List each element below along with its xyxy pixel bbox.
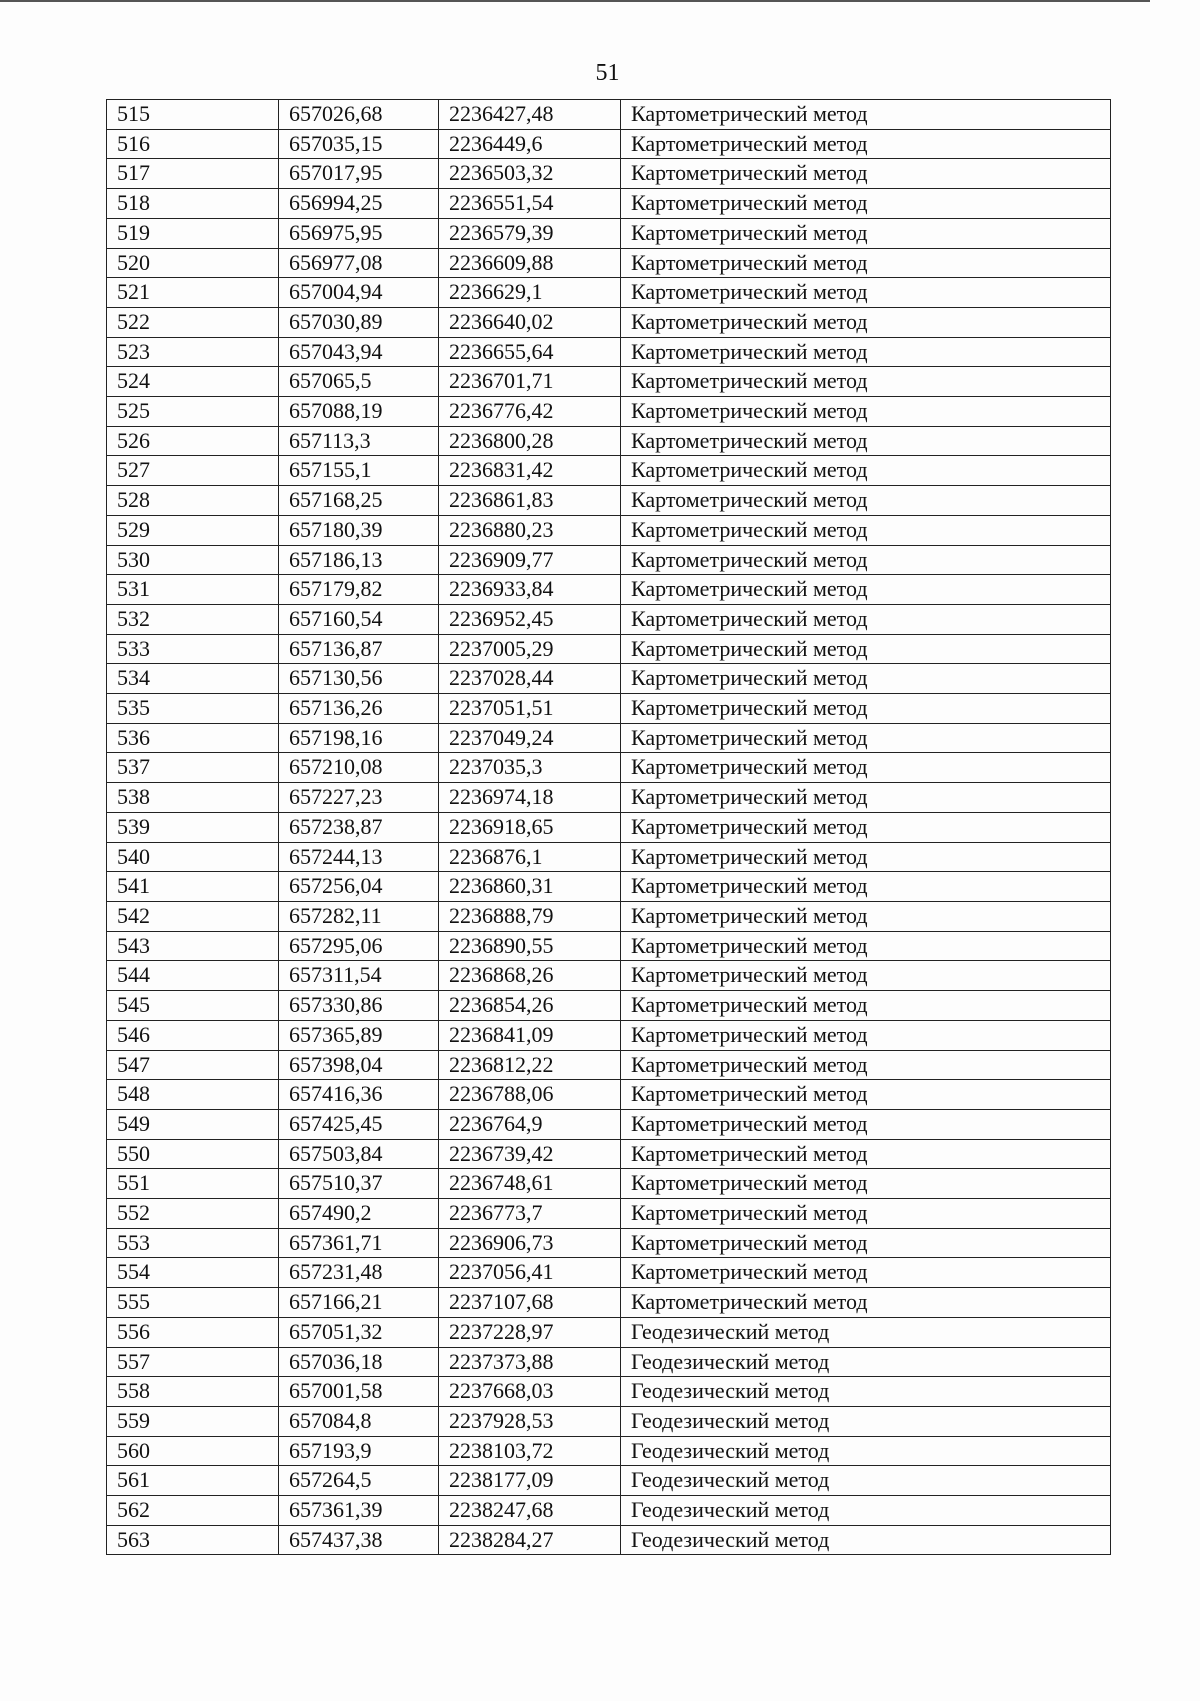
table-row <box>107 248 1111 278</box>
point-number-cell: 523 <box>107 337 279 367</box>
point-number-cell: 530 <box>107 545 279 575</box>
method-cell: Картометрический метод <box>621 218 1111 248</box>
point-number-cell: 543 <box>107 931 279 961</box>
table-row <box>107 1347 1111 1377</box>
method-cell: Картометрический метод <box>621 901 1111 931</box>
method-cell: Геодезический метод <box>621 1496 1111 1526</box>
y-coordinate-cell: 2237373,88 <box>439 1347 621 1377</box>
x-coordinate-cell: 657231,48 <box>279 1258 439 1288</box>
table-row <box>107 1258 1111 1288</box>
x-coordinate-cell: 657244,13 <box>279 842 439 872</box>
x-coordinate-cell: 656975,95 <box>279 218 439 248</box>
point-number-cell: 548 <box>107 1080 279 1110</box>
table-row <box>107 991 1111 1021</box>
y-coordinate-cell: 2236701,71 <box>439 367 621 397</box>
point-number-cell: 518 <box>107 189 279 219</box>
table-row <box>107 189 1111 219</box>
point-number-cell: 529 <box>107 515 279 545</box>
y-coordinate-cell: 2236880,23 <box>439 515 621 545</box>
y-coordinate-cell: 2237228,97 <box>439 1317 621 1347</box>
y-coordinate-cell: 2236503,32 <box>439 159 621 189</box>
method-cell: Картометрический метод <box>621 159 1111 189</box>
point-number-cell: 552 <box>107 1199 279 1229</box>
x-coordinate-cell: 657425,45 <box>279 1109 439 1139</box>
y-coordinate-cell: 2236890,55 <box>439 931 621 961</box>
method-cell: Картометрический метод <box>621 545 1111 575</box>
y-coordinate-cell: 2236640,02 <box>439 307 621 337</box>
y-coordinate-cell: 2236841,09 <box>439 1020 621 1050</box>
y-coordinate-cell: 2236868,26 <box>439 961 621 991</box>
page-number: 51 <box>595 60 620 86</box>
y-coordinate-cell: 2237056,41 <box>439 1258 621 1288</box>
table-row <box>107 515 1111 545</box>
x-coordinate-cell: 657361,71 <box>279 1228 439 1258</box>
table-row <box>107 931 1111 961</box>
table-row <box>107 1169 1111 1199</box>
y-coordinate-cell: 2236427,48 <box>439 100 621 130</box>
y-coordinate-cell: 2238103,72 <box>439 1436 621 1466</box>
x-coordinate-cell: 657001,58 <box>279 1377 439 1407</box>
point-number-cell: 520 <box>107 248 279 278</box>
point-number-cell: 521 <box>107 278 279 308</box>
point-number-cell: 561 <box>107 1466 279 1496</box>
method-cell: Картометрический метод <box>621 961 1111 991</box>
y-coordinate-cell: 2236655,64 <box>439 337 621 367</box>
table-row <box>107 1288 1111 1318</box>
table-row <box>107 1228 1111 1258</box>
x-coordinate-cell: 657295,06 <box>279 931 439 961</box>
y-coordinate-cell: 2236888,79 <box>439 901 621 931</box>
point-number-cell: 539 <box>107 812 279 842</box>
point-number-cell: 546 <box>107 1020 279 1050</box>
table-row <box>107 545 1111 575</box>
method-cell: Геодезический метод <box>621 1466 1111 1496</box>
point-number-cell: 559 <box>107 1406 279 1436</box>
y-coordinate-cell: 2236812,22 <box>439 1050 621 1080</box>
table-row <box>107 307 1111 337</box>
y-coordinate-cell: 2236579,39 <box>439 218 621 248</box>
x-coordinate-cell: 657036,18 <box>279 1347 439 1377</box>
y-coordinate-cell: 2237928,53 <box>439 1406 621 1436</box>
y-coordinate-cell: 2237049,24 <box>439 723 621 753</box>
point-number-cell: 528 <box>107 486 279 516</box>
method-cell: Картометрический метод <box>621 189 1111 219</box>
y-coordinate-cell: 2236449,6 <box>439 129 621 159</box>
x-coordinate-cell: 657030,89 <box>279 307 439 337</box>
table-row <box>107 723 1111 753</box>
x-coordinate-cell: 657490,2 <box>279 1199 439 1229</box>
method-cell: Картометрический метод <box>621 426 1111 456</box>
y-coordinate-cell: 2236933,84 <box>439 575 621 605</box>
y-coordinate-cell: 2236909,77 <box>439 545 621 575</box>
method-cell: Картометрический метод <box>621 991 1111 1021</box>
x-coordinate-cell: 657365,89 <box>279 1020 439 1050</box>
x-coordinate-cell: 657361,39 <box>279 1496 439 1526</box>
point-number-cell: 522 <box>107 307 279 337</box>
method-cell: Картометрический метод <box>621 1228 1111 1258</box>
x-coordinate-cell: 657166,21 <box>279 1288 439 1318</box>
y-coordinate-cell: 2237668,03 <box>439 1377 621 1407</box>
method-cell: Картометрический метод <box>621 575 1111 605</box>
point-number-cell: 549 <box>107 1109 279 1139</box>
table-row <box>107 1525 1111 1555</box>
y-coordinate-cell: 2238284,27 <box>439 1525 621 1555</box>
x-coordinate-cell: 657437,38 <box>279 1525 439 1555</box>
method-cell: Картометрический метод <box>621 694 1111 724</box>
y-coordinate-cell: 2236773,7 <box>439 1199 621 1229</box>
table-row <box>107 872 1111 902</box>
table-row <box>107 901 1111 931</box>
method-cell: Геодезический метод <box>621 1406 1111 1436</box>
point-number-cell: 554 <box>107 1258 279 1288</box>
method-cell: Картометрический метод <box>621 100 1111 130</box>
table-row <box>107 842 1111 872</box>
table-row <box>107 1377 1111 1407</box>
y-coordinate-cell: 2236861,83 <box>439 486 621 516</box>
x-coordinate-cell: 657065,5 <box>279 367 439 397</box>
method-cell: Картометрический метод <box>621 278 1111 308</box>
table-row <box>107 456 1111 486</box>
point-number-cell: 545 <box>107 991 279 1021</box>
x-coordinate-cell: 657330,86 <box>279 991 439 1021</box>
y-coordinate-cell: 2236629,1 <box>439 278 621 308</box>
x-coordinate-cell: 657503,84 <box>279 1139 439 1169</box>
y-coordinate-cell: 2236876,1 <box>439 842 621 872</box>
method-cell: Картометрический метод <box>621 367 1111 397</box>
table-row <box>107 129 1111 159</box>
x-coordinate-cell: 657198,16 <box>279 723 439 753</box>
method-cell: Картометрический метод <box>621 1050 1111 1080</box>
method-cell: Геодезический метод <box>621 1377 1111 1407</box>
table-row <box>107 1496 1111 1526</box>
coordinates-table <box>106 99 1111 1555</box>
table-row <box>107 812 1111 842</box>
y-coordinate-cell: 2236776,42 <box>439 397 621 427</box>
table-row <box>107 1199 1111 1229</box>
x-coordinate-cell: 657264,5 <box>279 1466 439 1496</box>
point-number-cell: 551 <box>107 1169 279 1199</box>
method-cell: Картометрический метод <box>621 723 1111 753</box>
method-cell: Картометрический метод <box>621 842 1111 872</box>
x-coordinate-cell: 657256,04 <box>279 872 439 902</box>
method-cell: Геодезический метод <box>621 1525 1111 1555</box>
method-cell: Картометрический метод <box>621 248 1111 278</box>
x-coordinate-cell: 657179,82 <box>279 575 439 605</box>
x-coordinate-cell: 657136,26 <box>279 694 439 724</box>
x-coordinate-cell: 656994,25 <box>279 189 439 219</box>
point-number-cell: 560 <box>107 1436 279 1466</box>
method-cell: Картометрический метод <box>621 397 1111 427</box>
y-coordinate-cell: 2236831,42 <box>439 456 621 486</box>
table-row <box>107 426 1111 456</box>
point-number-cell: 557 <box>107 1347 279 1377</box>
point-number-cell: 525 <box>107 397 279 427</box>
x-coordinate-cell: 657051,32 <box>279 1317 439 1347</box>
method-cell: Картометрический метод <box>621 872 1111 902</box>
method-cell: Картометрический метод <box>621 1258 1111 1288</box>
table-row <box>107 1020 1111 1050</box>
y-coordinate-cell: 2237035,3 <box>439 753 621 783</box>
y-coordinate-cell: 2236800,28 <box>439 426 621 456</box>
method-cell: Картометрический метод <box>621 515 1111 545</box>
x-coordinate-cell: 657088,19 <box>279 397 439 427</box>
table-row <box>107 753 1111 783</box>
point-number-cell: 540 <box>107 842 279 872</box>
x-coordinate-cell: 657186,13 <box>279 545 439 575</box>
x-coordinate-cell: 657416,36 <box>279 1080 439 1110</box>
method-cell: Картометрический метод <box>621 1080 1111 1110</box>
method-cell: Картометрический метод <box>621 307 1111 337</box>
point-number-cell: 533 <box>107 634 279 664</box>
x-coordinate-cell: 657155,1 <box>279 456 439 486</box>
scan-edge-line <box>0 0 1150 2</box>
y-coordinate-cell: 2236854,26 <box>439 991 621 1021</box>
x-coordinate-cell: 657035,15 <box>279 129 439 159</box>
point-number-cell: 519 <box>107 218 279 248</box>
point-number-cell: 555 <box>107 1288 279 1318</box>
method-cell: Картометрический метод <box>621 486 1111 516</box>
method-cell: Картометрический метод <box>621 1199 1111 1229</box>
point-number-cell: 544 <box>107 961 279 991</box>
x-coordinate-cell: 657136,87 <box>279 634 439 664</box>
y-coordinate-cell: 2236748,61 <box>439 1169 621 1199</box>
point-number-cell: 534 <box>107 664 279 694</box>
point-number-cell: 536 <box>107 723 279 753</box>
x-coordinate-cell: 657238,87 <box>279 812 439 842</box>
method-cell: Картометрический метод <box>621 337 1111 367</box>
x-coordinate-cell: 657180,39 <box>279 515 439 545</box>
y-coordinate-cell: 2236860,31 <box>439 872 621 902</box>
method-cell: Картометрический метод <box>621 664 1111 694</box>
y-coordinate-cell: 2237005,29 <box>439 634 621 664</box>
table-row <box>107 1050 1111 1080</box>
y-coordinate-cell: 2236918,65 <box>439 812 621 842</box>
table-row <box>107 575 1111 605</box>
y-coordinate-cell: 2236952,45 <box>439 604 621 634</box>
x-coordinate-cell: 657210,08 <box>279 753 439 783</box>
y-coordinate-cell: 2238177,09 <box>439 1466 621 1496</box>
table-row <box>107 337 1111 367</box>
method-cell: Картометрический метод <box>621 1169 1111 1199</box>
table-row <box>107 1466 1111 1496</box>
method-cell: Картометрический метод <box>621 1139 1111 1169</box>
method-cell: Картометрический метод <box>621 634 1111 664</box>
method-cell: Картометрический метод <box>621 783 1111 813</box>
y-coordinate-cell: 2236764,9 <box>439 1109 621 1139</box>
point-number-cell: 538 <box>107 783 279 813</box>
y-coordinate-cell: 2236609,88 <box>439 248 621 278</box>
table-row <box>107 961 1111 991</box>
point-number-cell: 526 <box>107 426 279 456</box>
table-row <box>107 486 1111 516</box>
table-row <box>107 100 1111 130</box>
x-coordinate-cell: 657160,54 <box>279 604 439 634</box>
method-cell: Картометрический метод <box>621 1288 1111 1318</box>
point-number-cell: 515 <box>107 100 279 130</box>
x-coordinate-cell: 657113,3 <box>279 426 439 456</box>
x-coordinate-cell: 657130,56 <box>279 664 439 694</box>
point-number-cell: 532 <box>107 604 279 634</box>
table-row <box>107 278 1111 308</box>
table-row <box>107 159 1111 189</box>
table-row <box>107 604 1111 634</box>
table-row <box>107 1406 1111 1436</box>
method-cell: Картометрический метод <box>621 753 1111 783</box>
point-number-cell: 558 <box>107 1377 279 1407</box>
method-cell: Картометрический метод <box>621 1020 1111 1050</box>
table-row <box>107 1109 1111 1139</box>
point-number-cell: 516 <box>107 129 279 159</box>
x-coordinate-cell: 657510,37 <box>279 1169 439 1199</box>
y-coordinate-cell: 2237107,68 <box>439 1288 621 1318</box>
y-coordinate-cell: 2236739,42 <box>439 1139 621 1169</box>
y-coordinate-cell: 2237028,44 <box>439 664 621 694</box>
x-coordinate-cell: 657282,11 <box>279 901 439 931</box>
table-row <box>107 397 1111 427</box>
point-number-cell: 542 <box>107 901 279 931</box>
point-number-cell: 537 <box>107 753 279 783</box>
point-number-cell: 553 <box>107 1228 279 1258</box>
point-number-cell: 550 <box>107 1139 279 1169</box>
method-cell: Картометрический метод <box>621 931 1111 961</box>
point-number-cell: 547 <box>107 1050 279 1080</box>
coordinates-table-body <box>107 100 1111 1555</box>
method-cell: Геодезический метод <box>621 1436 1111 1466</box>
table-row <box>107 783 1111 813</box>
x-coordinate-cell: 657017,95 <box>279 159 439 189</box>
table-row <box>107 634 1111 664</box>
point-number-cell: 527 <box>107 456 279 486</box>
x-coordinate-cell: 657043,94 <box>279 337 439 367</box>
x-coordinate-cell: 657084,8 <box>279 1406 439 1436</box>
point-number-cell: 562 <box>107 1496 279 1526</box>
method-cell: Картометрический метод <box>621 812 1111 842</box>
x-coordinate-cell: 657398,04 <box>279 1050 439 1080</box>
y-coordinate-cell: 2236974,18 <box>439 783 621 813</box>
x-coordinate-cell: 657311,54 <box>279 961 439 991</box>
point-number-cell: 563 <box>107 1525 279 1555</box>
point-number-cell: 524 <box>107 367 279 397</box>
x-coordinate-cell: 657168,25 <box>279 486 439 516</box>
x-coordinate-cell: 657004,94 <box>279 278 439 308</box>
method-cell: Картометрический метод <box>621 604 1111 634</box>
table-row <box>107 664 1111 694</box>
method-cell: Картометрический метод <box>621 1109 1111 1139</box>
table-row <box>107 367 1111 397</box>
point-number-cell: 535 <box>107 694 279 724</box>
table-row <box>107 1317 1111 1347</box>
x-coordinate-cell: 656977,08 <box>279 248 439 278</box>
table-row <box>107 1080 1111 1110</box>
method-cell: Картометрический метод <box>621 129 1111 159</box>
table-row <box>107 694 1111 724</box>
y-coordinate-cell: 2238247,68 <box>439 1496 621 1526</box>
method-cell: Геодезический метод <box>621 1317 1111 1347</box>
y-coordinate-cell: 2237051,51 <box>439 694 621 724</box>
y-coordinate-cell: 2236551,54 <box>439 189 621 219</box>
y-coordinate-cell: 2236906,73 <box>439 1228 621 1258</box>
y-coordinate-cell: 2236788,06 <box>439 1080 621 1110</box>
x-coordinate-cell: 657193,9 <box>279 1436 439 1466</box>
point-number-cell: 556 <box>107 1317 279 1347</box>
x-coordinate-cell: 657026,68 <box>279 100 439 130</box>
point-number-cell: 517 <box>107 159 279 189</box>
point-number-cell: 541 <box>107 872 279 902</box>
point-number-cell: 531 <box>107 575 279 605</box>
table-row <box>107 1436 1111 1466</box>
table-row <box>107 218 1111 248</box>
x-coordinate-cell: 657227,23 <box>279 783 439 813</box>
method-cell: Картометрический метод <box>621 456 1111 486</box>
method-cell: Геодезический метод <box>621 1347 1111 1377</box>
table-row <box>107 1139 1111 1169</box>
